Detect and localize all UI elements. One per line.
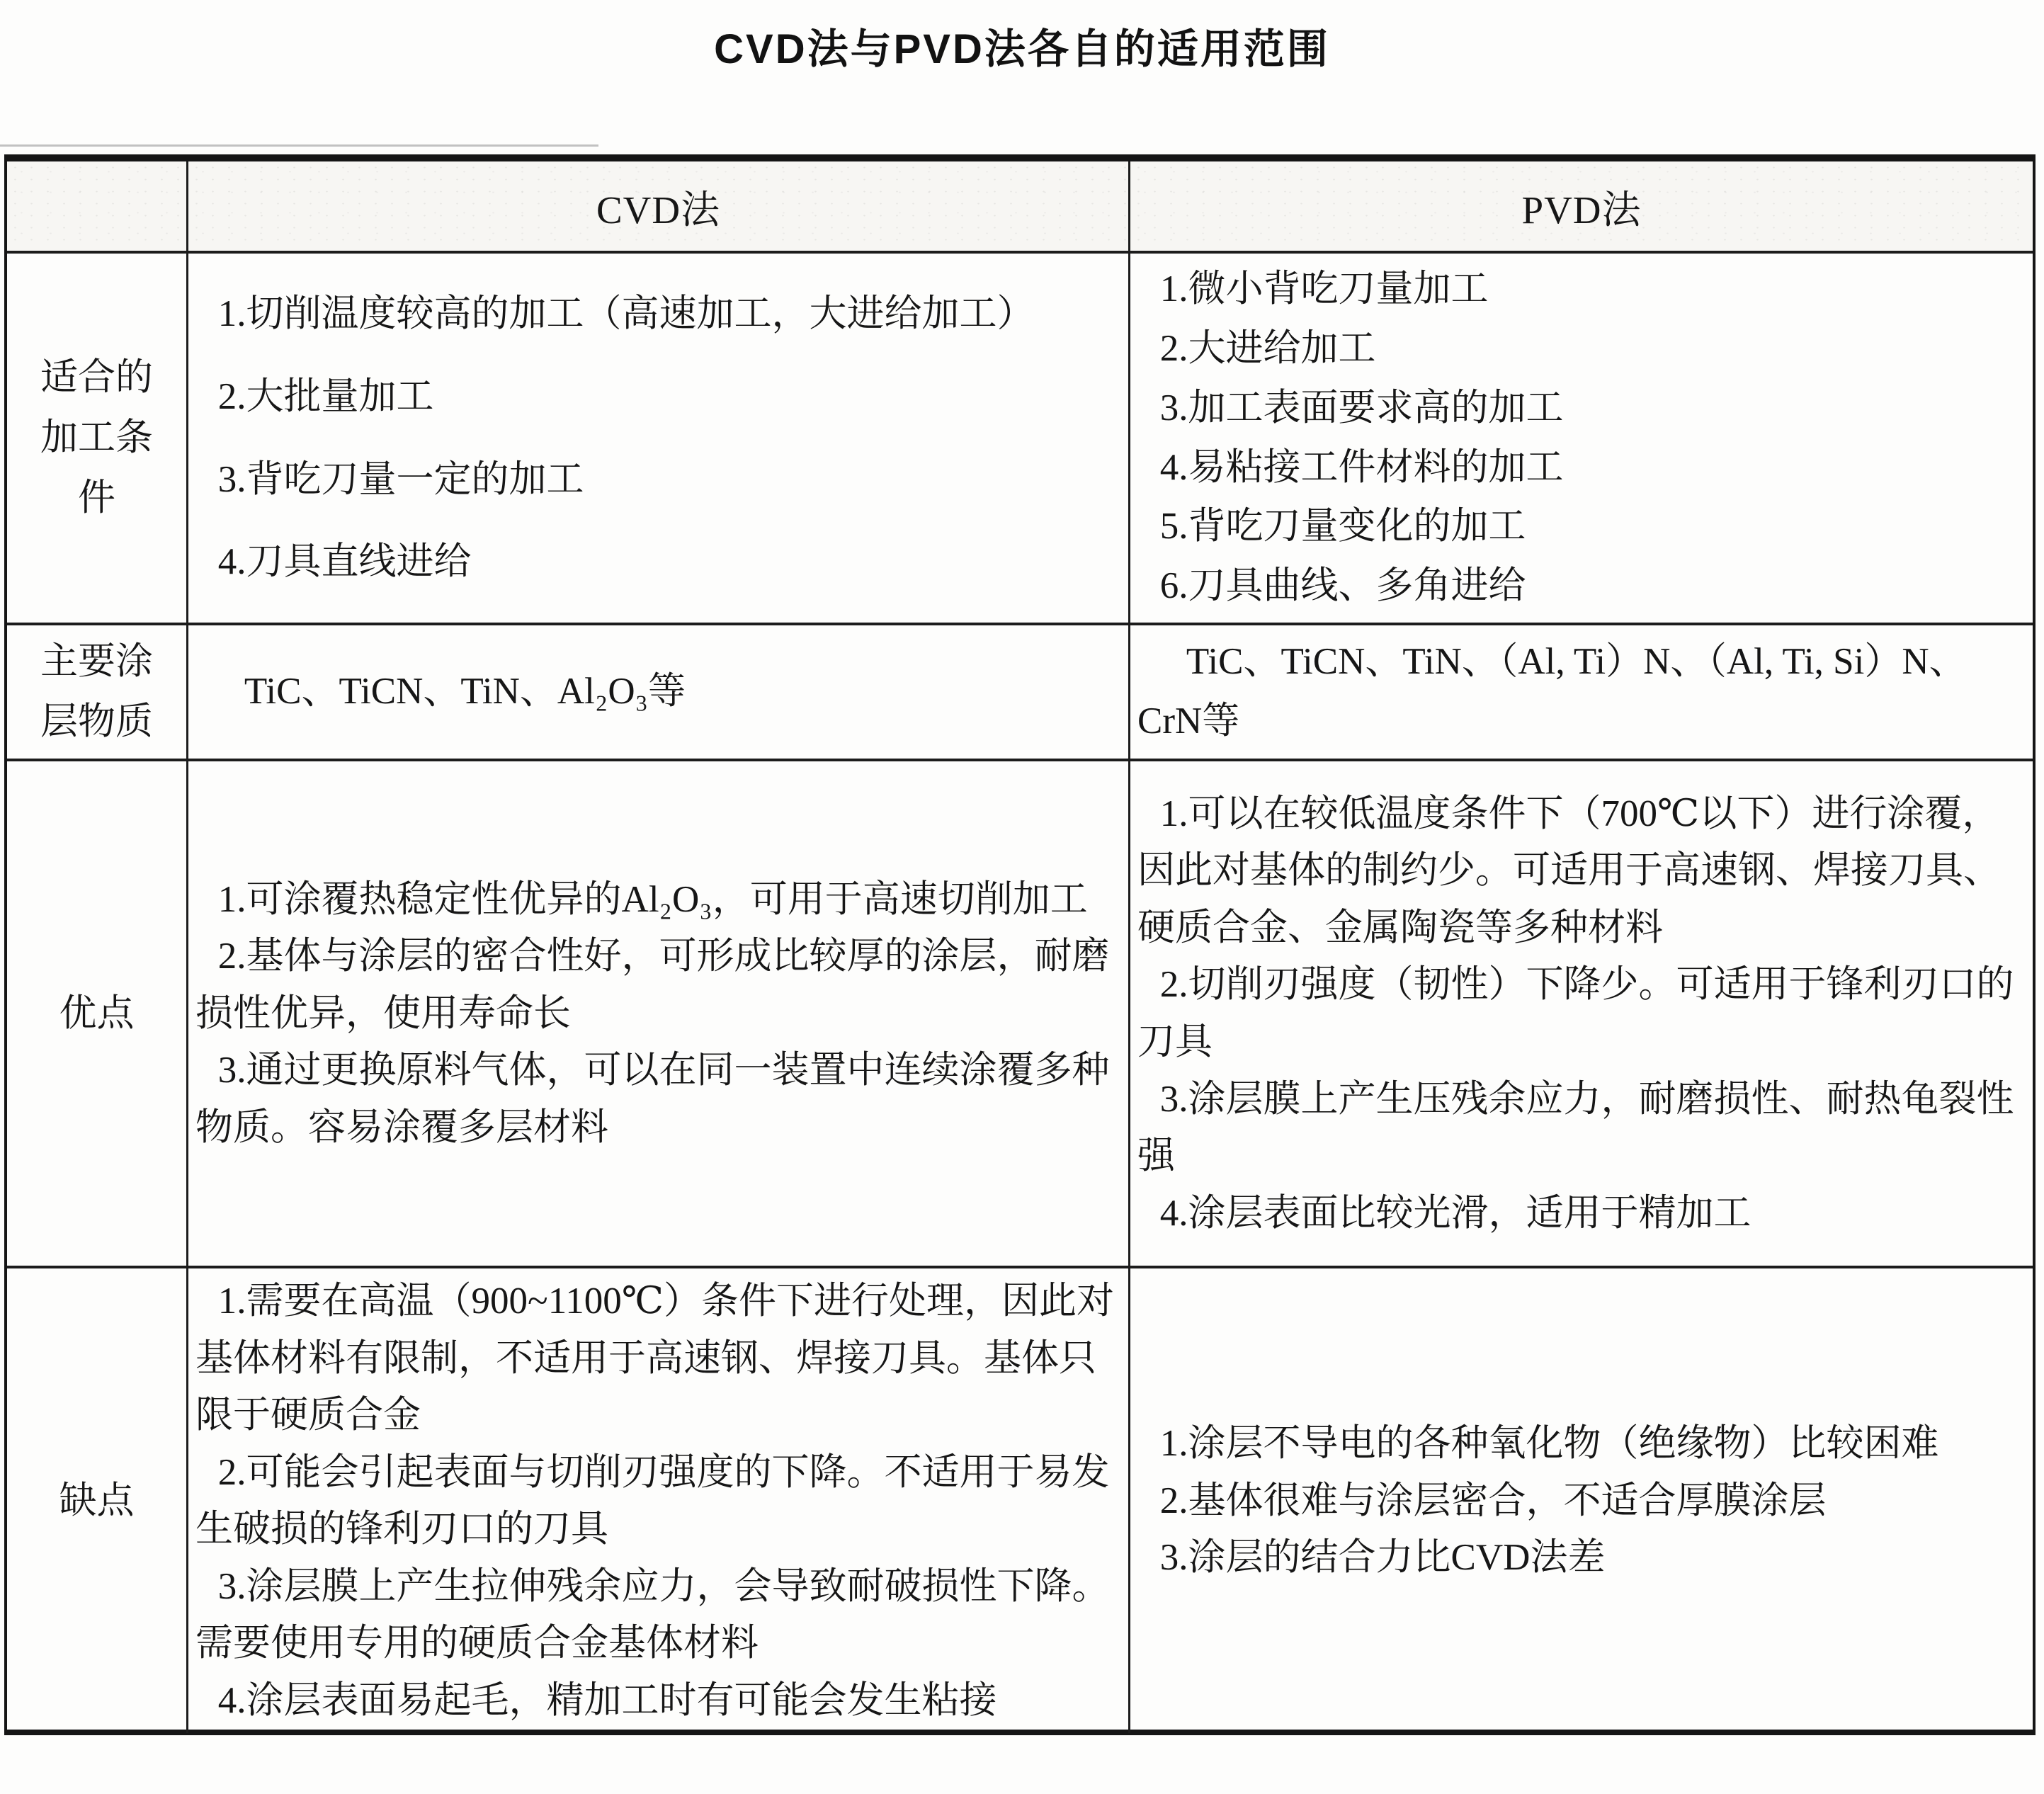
cell-item: 1.切削温度较高的加工（高速加工，大进给加工）: [217, 293, 1035, 335]
column-header-cvd-label: CVD法: [596, 188, 721, 232]
cell-conditions-pvd: [1130, 254, 2033, 625]
cell-item: 1.需要在高温（900~1100℃）条件下进行处理，因此对基体材料有限制，不适用于高速钢、焊接刀具。基体只限于硬质合金: [195, 1281, 1115, 1436]
cell-materials-pvd: [1130, 625, 2033, 761]
scan-artifact-line: [0, 144, 598, 147]
cell-item: 2.大批量加工: [217, 375, 434, 417]
cell-item: 2.基体很难与涂层密合，不适合厚膜涂层: [1159, 1480, 1827, 1521]
cell-item: 3.涂层膜上产生压残余应力，耐磨损性、耐热龟裂性强: [1137, 1078, 2014, 1177]
cell-item: 1.可涂覆热稳定性优异的Al₂O₃，可用于高速切削加工: [217, 878, 1088, 920]
cell-item: 1.涂层不导电的各种氧化物（绝缘物）比较困难: [1159, 1423, 1939, 1465]
cell-conditions-cvd: [188, 254, 1130, 625]
cell-item: 2.大进给加工: [1159, 328, 1376, 370]
cell-disadvantages-cvd: [188, 1268, 1130, 1733]
cell-item: 2.基体与涂层的密合性好，可形成比较厚的涂层，耐磨损性优异，使用寿命长: [195, 936, 1110, 1034]
cell-disadvantages-pvd: [1130, 1268, 2033, 1733]
column-header-pvd: [1130, 161, 2033, 254]
row-label-suitable-conditions: [7, 254, 188, 625]
cell-advantages-pvd: [1130, 761, 2033, 1268]
cell-item: 6.刀具曲线、多角进给: [1159, 564, 1526, 606]
cell-item: 2.切削刃强度（韧性）下降少。可适用于锋利刃口的刀具: [1137, 964, 2014, 1062]
cell-advantages-cvd: [188, 761, 1130, 1268]
column-header-cvd: [188, 161, 1130, 254]
column-header-pvd-label: PVD法: [1521, 188, 1642, 232]
cell-materials-cvd: [188, 625, 1130, 761]
row-label-text: 主要涂层物质: [40, 641, 153, 742]
cell-item: 3.涂层膜上产生拉伸残余应力，会导致耐破损性下降。需要使用专用的硬质合金基体材料: [195, 1565, 1110, 1664]
row-label-coating-materials: [7, 625, 188, 761]
cell-item: 2.可能会引起表面与切削刃强度的下降。不适用于易发生破损的锋利刃口的刀具: [195, 1451, 1110, 1550]
cell-item: TiC、TiCN、TiN、Al₂O₃等: [244, 671, 686, 713]
cell-item: 4.易粘接工件材料的加工: [1159, 446, 1564, 488]
row-label-text: 优点: [59, 992, 135, 1034]
cell-item: 3.背吃刀量一定的加工: [217, 458, 584, 500]
row-label-text: 适合的加工条件: [40, 357, 153, 518]
cell-item: 3.涂层的结合力比CVD法差: [1159, 1537, 1606, 1579]
cell-item: 3.加工表面要求高的加工: [1159, 387, 1564, 428]
cell-item: 1.可以在较低温度条件下（700℃以下）进行涂覆，因此对基体的制约少。可适用于高速钢、焊接刀具、硬质合金、金属陶瓷等多种材料: [1137, 793, 2001, 948]
cvd-pvd-comparison-table: [4, 154, 2036, 1735]
table-corner-cell: [7, 161, 188, 254]
page-title: CVD法与PVD法各自的适用范围: [714, 26, 1330, 72]
cell-item: TiC、TiCN、TiN、（Al, Ti）N、（Al, Ti, Si）N、CrN等: [1137, 641, 1967, 742]
cell-item: 4.涂层表面比较光滑，适用于精加工: [1159, 1192, 1751, 1234]
cell-item: 3.通过更换原料气体，可以在同一装置中连续涂覆多种物质。容易涂覆多层材料: [195, 1050, 1110, 1148]
cell-item: 5.背吃刀量变化的加工: [1159, 506, 1526, 547]
cell-item: 1.微小背吃刀量加工: [1159, 268, 1489, 310]
row-label-disadvantages: [7, 1268, 188, 1733]
row-label-text: 缺点: [59, 1480, 135, 1521]
cell-item: 4.刀具直线进给: [217, 541, 472, 583]
row-label-advantages: [7, 761, 188, 1268]
cell-item: 4.涂层表面易起毛，精加工时有可能会发生粘接: [217, 1679, 997, 1721]
